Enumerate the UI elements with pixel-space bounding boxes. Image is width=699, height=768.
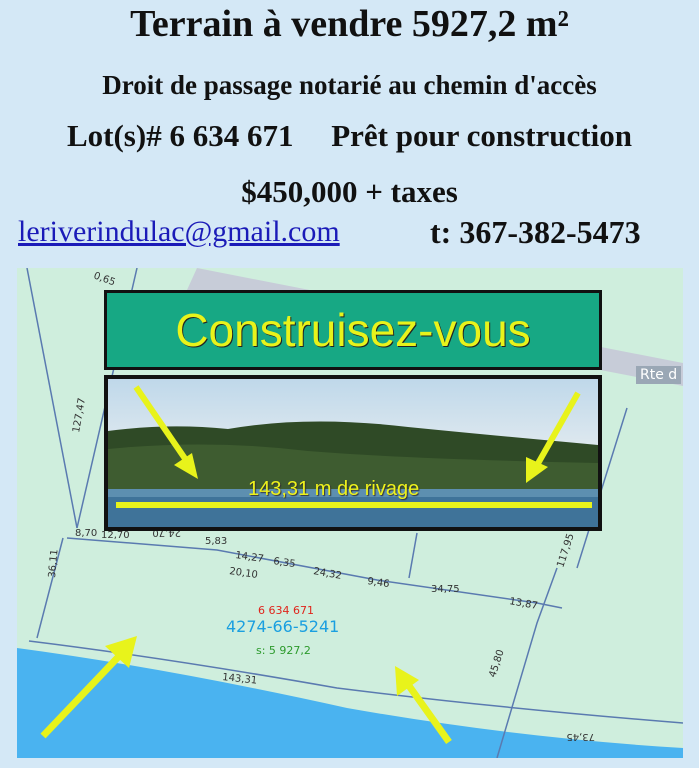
dim-label-6: 14,27: [234, 550, 265, 565]
shoreline-photo: [104, 375, 602, 531]
lot-number: Lot(s)# 6 634 671: [66, 118, 294, 153]
page-title: Terrain à vendre 5927,2 m²: [130, 3, 569, 45]
lot-id-label: 6 634 671: [258, 604, 314, 617]
dim-label-3: 12,70: [101, 530, 130, 541]
lot-status: Prêt pour construction: [331, 118, 632, 153]
cadastre-number: 4274-66-5241: [226, 617, 340, 636]
dim-label-8: 24,32: [312, 566, 343, 582]
dim-label-7: 6,35: [272, 556, 297, 571]
promo-banner: [104, 290, 602, 370]
lot-line: [0, 118, 699, 154]
dim-label-12: 117,95: [555, 532, 577, 569]
banner-text: Construisez-vous: [175, 304, 531, 356]
road-label: Rte d: [636, 366, 681, 384]
dim-label-16: 45,80: [487, 648, 507, 679]
dim-label-9: 9,46: [366, 576, 391, 591]
dim-label-17: 73,45: [566, 731, 595, 742]
dim-label-10: 34,75: [431, 584, 460, 595]
email-link[interactable]: leriverindulac@gmail.com: [18, 215, 340, 248]
dim-label-4: 24,70: [152, 527, 181, 538]
shoreline-label: 143,31 m de rivage: [248, 478, 420, 500]
dim-label-13: 20,10: [228, 566, 259, 581]
phone-number: t: 367-382-5473: [430, 214, 641, 250]
dim-label-0: 0,65: [91, 270, 117, 289]
dim-label-2: 8,70: [75, 528, 98, 539]
access-note: Droit de passage notarié au chemin d'accès: [102, 70, 597, 100]
dim-label-5: 5,83: [205, 536, 228, 547]
photo-drawing: [108, 379, 598, 527]
dim-label-11: 13,87: [508, 596, 539, 612]
dim-label-1: 127,47: [71, 397, 89, 434]
lot-area-label: s: 5 927,2: [256, 644, 311, 657]
price: $450,000 + taxes: [241, 174, 458, 209]
dim-label-14: 36,11: [47, 548, 61, 579]
dim-label-15: 143,31: [221, 672, 258, 687]
